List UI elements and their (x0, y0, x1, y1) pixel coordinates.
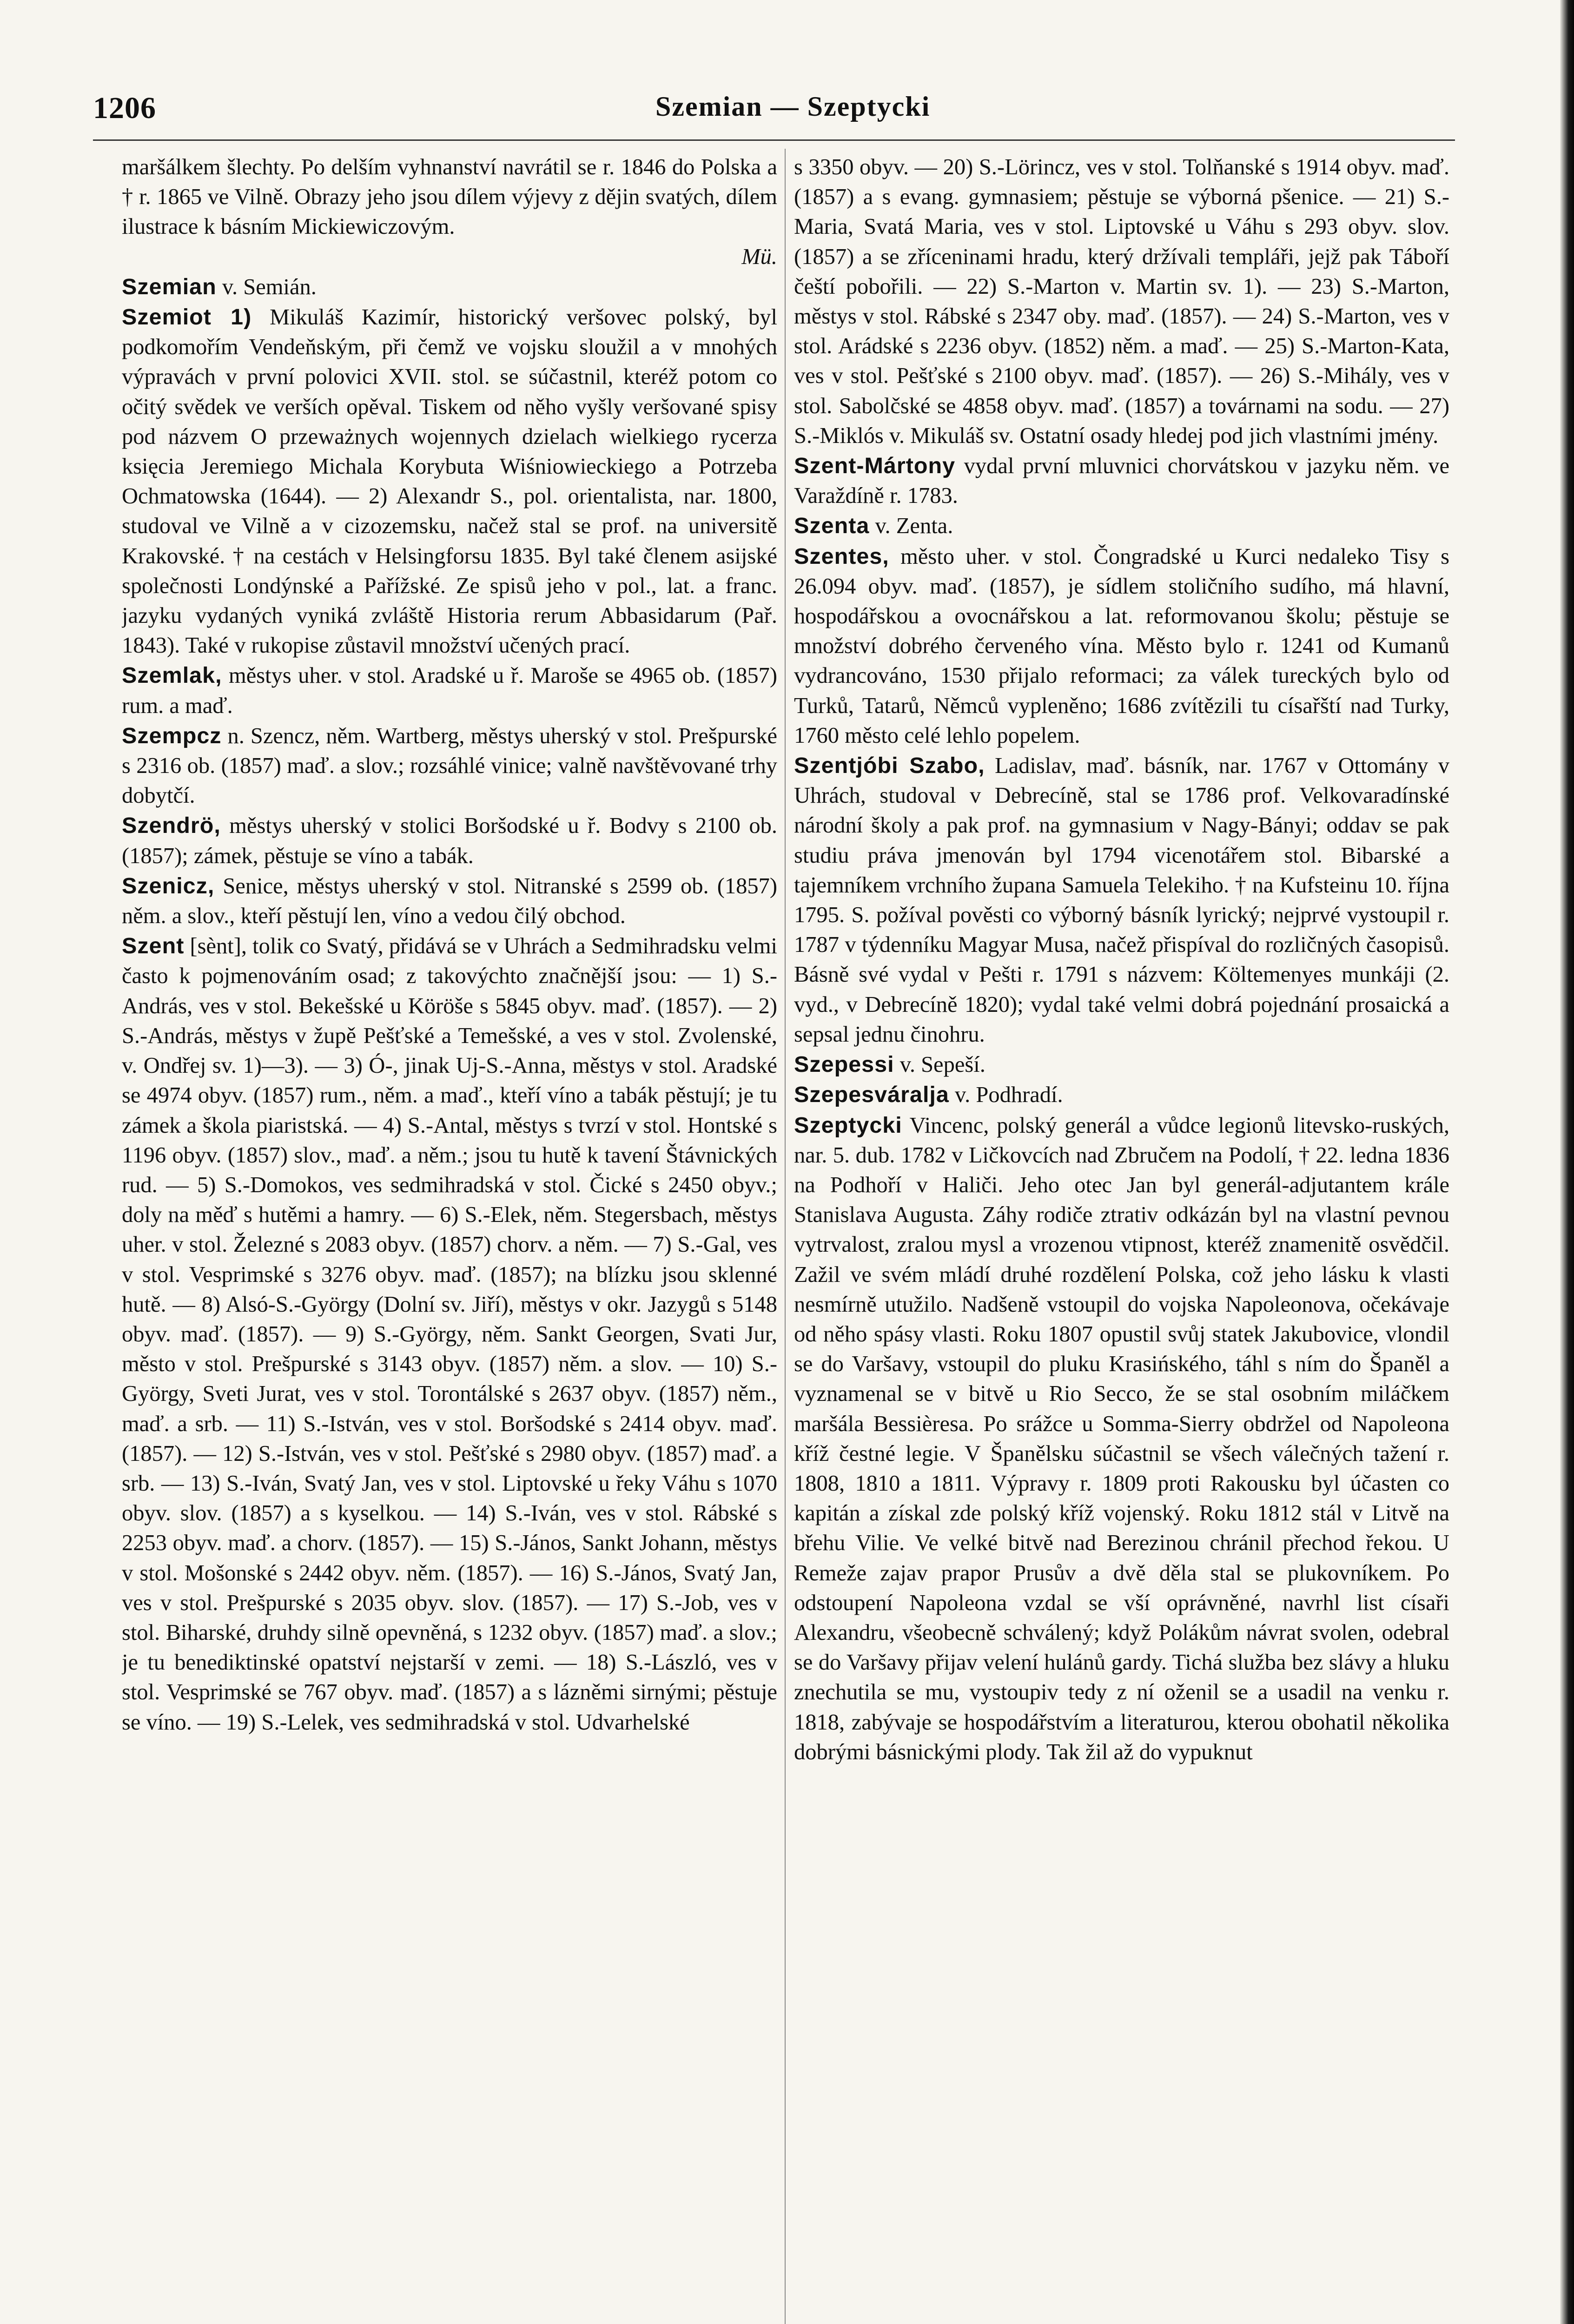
entry (794, 751, 1449, 1050)
entry-headword: Szendrö, (122, 813, 221, 838)
entry-text: n. Szencz, něm. Wartberg, městys uherský v stol. Prešpurské s 2316 ob. (1857) maď. a slov.; rozsáhlé vinice; valně navštěvované trhy dobytčí. (122, 723, 777, 808)
entry-text: v. Sepeší. (899, 1052, 985, 1077)
entry (794, 152, 1449, 451)
entry (794, 1080, 1449, 1110)
entry-text: Senice, městys uherský v stol. Nitranské s 2599 ob. (1857) něm. a slov., kteří pěstují len, víno a vedou čilý obchod. (122, 873, 777, 929)
entry-headword: Szent (122, 933, 185, 959)
page-number: 1206 (93, 91, 156, 125)
header-rule (93, 139, 1455, 141)
entry (122, 931, 777, 1737)
entry-text: město uher. v stol. Čongradské u Kurci nedaleko Tisy s 26.094 obyv. maď. (1857), je sídlem stoličního sudího, má hlavní, hospodářskou a ovocnářskou a lat. reformovanou školu; pěstuje se množství dobrého červeného vína. Město bylo r. 1241 od Kumanů vydrancováno, 1530 přijalo reformaci; za válek tureckých bylo od Turků, Tatarů, Němců vypleněno; 1686 zvítězili tu císařští nad Turky, 1760 město celé lehlo popelem. (794, 544, 1449, 748)
entry-text: v. Semián. (222, 274, 317, 299)
entry (122, 302, 777, 660)
entry-headword: Szepesváralja (794, 1082, 949, 1108)
entry (122, 871, 777, 931)
entry (794, 451, 1449, 511)
entry (122, 721, 777, 811)
entry (122, 811, 777, 871)
entry-headword: Szempcz (122, 723, 222, 748)
entry (122, 152, 777, 272)
entry-headword: Szemian (122, 274, 217, 299)
entry-headword: Szemiot 1) (122, 304, 252, 330)
entry-headword: Szenta (794, 513, 870, 539)
entry (122, 272, 777, 302)
entry-text: s 3350 obyv. — 20) S.-Lörincz, ves v stol. Tolňanské s 1914 obyv. maď. (1857) a s evang. gymnasiem; pěstuje se výborná pšenice. — 21) S.-Maria, Svatá Maria, ves v stol. Liptovské u Váhu s 293 obyv. slov. (1857) a se zříceninami hradu, který držívali templáři, jejž pak Táboří čeští pobořili. — 22) S.-Marton v. Martin sv. 1). — 23) S.-Marton, městys v stol. Rábské s 2347 oby. maď. (1857). — 24) S.-Marton, ves v stol. Arádské s 2236 obyv. (1852) něm. a maď. — 25) S.-Marton-Kata, ves v stol. Pešťské s 2100 obyv. maď. (1857). — 26) S.-Mihály, ves v stol. Sabolčské se 4858 obyv. maď. (1857) a továrnami na sodu. — 27) S.-Miklós v. Mikuláš sv. Ostatní osady hledej pod jich vlastními jmény. (794, 155, 1449, 448)
entry (794, 1110, 1449, 1767)
entry-text: Ladislav, maď. básník, nar. 1767 v Ottomány v Uhrách, studoval v Debrecíně, stal se 1786 prof. Velkovaradínské národní školy a pak prof. na gymnasium v Nagy-Bányi; oddav se pak studiu práva jmenován byl 1794 vicenotářem stol. Bibarské a tajemníkem vrchního župana Samuela Telekiho. † na Kufsteinu 10. října 1795. S. požíval pověsti co výborný básník lyrický; nejprvé vystoupil r. 1787 v týdenníku Magyar Musa, načež přispíval do rozličných časopisů. Básně své vydal v Pešti r. 1791 s názvem: Költemenyes munkáji (2. vyd., v Debrecíně 1820); vydal také velmi dobrá pojednání prosaická a sepsal jednu činohru. (794, 753, 1449, 1047)
entry-text: městys uherský v stolici Boršodské u ř. Bodvy s 2100 ob. (1857); zámek, pěstuje se víno a tabák. (122, 813, 777, 868)
entry-headword: Szeptycki (794, 1112, 902, 1138)
entry-text: v. Zenta. (875, 514, 953, 539)
left-column (122, 152, 777, 2324)
entry-headword: Szemlak, (122, 663, 222, 688)
author-signature: Mü. (741, 244, 777, 269)
entry-text: Vincenc, polský generál a vůdce legionů litevsko-ruských, nar. 5. dub. 1782 v Ličkovcích nad Zbručem na Podolí, † 22. ledna 1836 na Podhoří v Haliči. Jeho otec Jan byl generál-adjutantem krále Stanislava Augusta. Záhy rodiče ztrativ odkázán byl na vlastní pevnou vytrvalost, zralou mysl a vrozenou vtipnost, kteréž znamenitě osvědčil. Zažil ve svém mládí druhé rozdělení Polska, což jeho lásku k vlasti nesmírně utužilo. Nadšeně vstoupil do vojska Napoleonova, očekávaje od něho spásy vlasti. Roku 1807 opustil svůj statek Jakubovice, vlondil se do Varšavy, vstoupil do pluku Krasińského, táhl s ním do Španěl a vyznamenal se v bitvě u Rio Secco, že se stal osobním miláčkem maršála Bessièresa. Po srážce u Somma-Sierry obdržel od Napoleona kříž čestné legie. V Španělsku súčastnil se všech válečných tažení r. 1808, 1810 a 1811. Výpravy r. 1809 proti Rakousku byl účasten co kapitán a získal zde polský kříž vojenský. Roku 1812 stál v Litvě na břehu Vilie. Ve velké bitvě nad Berezinou chránil přechod řekou. U Remeže zajav prapor Prusův a dvě děla stal se plukovníkem. Po odstoupení Napoleona vzdal se vší oprávněné, navrhl list císaři Alexandru, všeobecně schválený; když Polákům návrat svolen, odebral se do Varšavy přijav velení hulánů gardy. Tichá služba bez slávy a hluku znechutila se mu, vystoupiv tedy z ní oženil se a usadil na venku r. 1818, zabývaje se hospodářstvím a literaturou, kterou obohatil několika dobrými básnickými plody. Tak žil až do vypuknut (794, 1113, 1449, 1764)
entry (122, 660, 777, 720)
entry-headword: Szentes, (794, 543, 889, 569)
column-divider (785, 149, 786, 2324)
page-edge-shadow (1560, 0, 1574, 2324)
entry-headword: Szentjóbi Szabo, (794, 753, 985, 779)
entry (794, 1050, 1449, 1080)
entry-text: vydal první mluvnici chorvátskou v jazyku něm. ve Varaždíně r. 1783. (794, 454, 1449, 508)
entry-text: v. Podhradí. (955, 1083, 1063, 1108)
entry-text: Mikuláš Kazimír, historický veršovec polský, byl podkomořím Vendeňským, při čemž ve vojsku sloužil a v mnohých výpravách v první polovici XVII. stol. se súčastnil, kteréž potom co očitý svědek ve verších opěval. Tiskem od něho vyšly veršované spisy pod názvem O przeważnych wojennych dzielach wielkiego rycerza księcia Jeremiego Michala Korybuta Wiśniowieckiego a Potrzeba Ochmatowska (1644). — 2) Alexandr S., pol. orientalista, nar. 1800, studoval ve Vilně a v cizozemsku, načež stal se prof. na universitě Krakovské. † na cestách v Helsingforsu 1835. Byl také členem asijské společnosti Londýnské a Pařížské. Ze spisů jeho v pol., lat. a franc. jazyku vydaných vyniká zvláště Historia rerum Abbasidarum (Pař. 1843). Také v rukopise zůstavil množství učených prací. (122, 305, 777, 658)
entry (794, 541, 1449, 751)
entry-text: [sènt], tolik co Svatý, přidává se v Uhrách a Sedmihradsku velmi často k pojmenováním osad; z takovýchto značnější jsou: — 1) S.-András, ves v stol. Bekešské u Köröše s 5845 obyv. maď. (1857). — 2) S.-András, městys v župě Pešťské a Temešské, a ves v stol. Zvolenské, v. Ondřej sv. 1)—3). — 3) Ó-, jinak Uj-S.-Anna, městys v stol. Aradské se 4974 obyv. (1857) rum., něm. a maď., kteří víno a tabák pěstují; je tu zámek a škola piaristská. — 4) S.-Antal, městys s tvrzí v stol. Hontské s 1196 obyv. (1857) slov., maď. a něm.; jsou tu hutě k tavení Štávnických rud. — 5) S.-Domokos, ves sedmihradská v stol. Čické s 2450 obyv.; doly na měď s hutěmi a hamry. — 6) S.-Elek, něm. Stegersbach, městys uher. v stol. Železné s 2083 obyv. (1857) chorv. a něm. — 7) S.-Gal, ves v stol. Vesprimské s 3276 obyv. maď. (1857); na blízku jsou sklenné hutě. — 8) Alsó-S.-György (Dolní sv. Jiří), městys v okr. Jazygů s 5148 obyv. maď. (1857). — 9) S.-György, něm. Sankt Georgen, Svati Jur, město v stol. Prešpurské s 3143 obyv. (1857) něm. a slov. — 10) S.-György, Sveti Jurat, ves v stol. Torontálské s 2637 obyv. (1857) něm., maď. a srb. — 11) S.-István, ves v stol. Boršodské s 2414 obyv. maď. (1857). — 12) S.-István, ves v stol. Pešťské s 2980 obyv. (1857) maď. a srb. — 13) S.-Iván, Svatý Jan, ves v stol. Liptovské u řeky Váhu s 1070 obyv. slov. (1857) a s kyselkou. — 14) S.-Iván, ves v stol. Rábské s 2253 obyv. maď. a chorv. (1857). — 15) S.-János, Sankt Johann, městys v stol. Mošonské s 2442 obyv. něm. (1857). — 16) S.-János, Svatý Jan, ves v stol. Prešpurské s 2035 obyv. slov. (1857). — 17) S.-Job, ves v stol. Biharské, druhdy silně opevněná, s 1232 obyv. (1857) maď. a slov.; je tu benediktinské opatství nejstarší v zemi. — 18) S.-László, ves v stol. Vesprimské se 767 obyv. maď. (1857) a s lázněmi sirnými; pěstuje se víno. — 19) S.-Lelek, ves sedmihradská v stol. Udvarhelské (122, 934, 777, 1735)
entry-text: městys uher. v stol. Aradské u ř. Maroše se 4965 ob. (1857) rum. a maď. (122, 663, 777, 718)
entry-headword: Szepessi (794, 1052, 894, 1077)
right-column (794, 152, 1449, 2324)
entry-text: maršálkem šlechty. Po delším vyhnanství navrátil se r. 1846 do Polska a † r. 1865 ve Vilně. Obrazy jeho jsou dílem výjevy z dějin svatých, dílem ilustrace k básním Mickiewiczovým. (122, 155, 777, 239)
entry-headword: Szenicz, (122, 873, 215, 898)
entry (794, 511, 1449, 541)
running-head: Szemian — Szeptycki (655, 91, 931, 122)
entry-headword: Szent-Mártony (794, 453, 956, 479)
